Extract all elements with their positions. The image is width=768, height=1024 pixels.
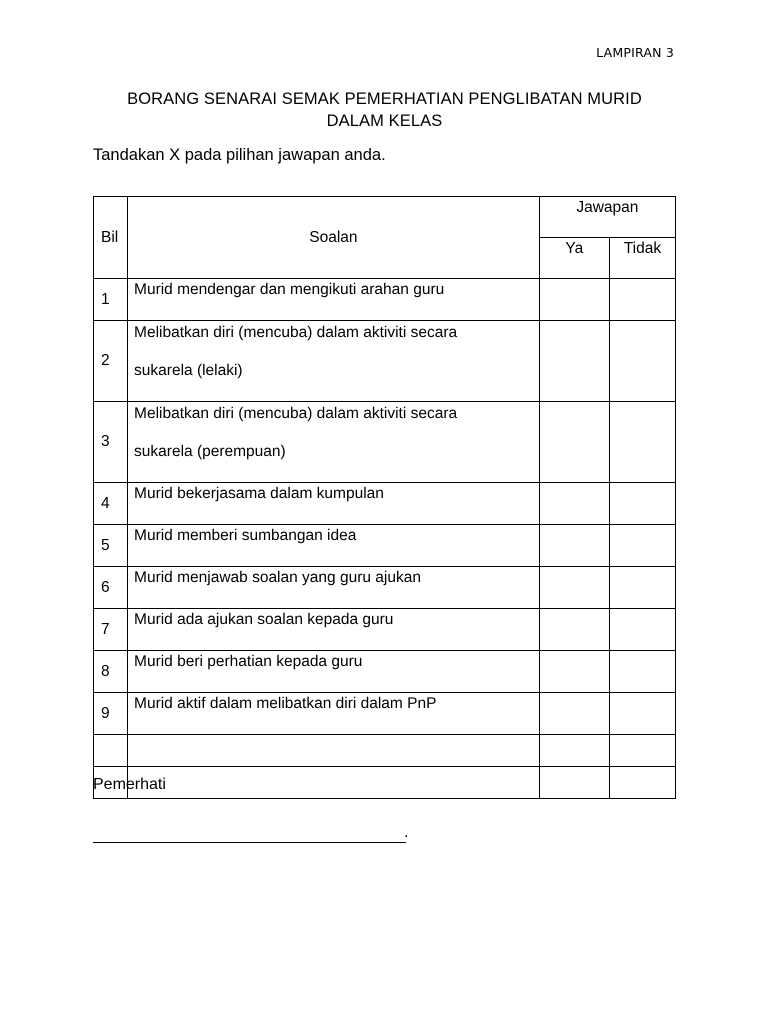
appendix-label: LAMPIRAN 3 bbox=[596, 45, 674, 60]
row-question bbox=[128, 279, 540, 321]
question-text: Murid menjawab soalan yang guru ajukan bbox=[134, 569, 421, 586]
row-number: 8 bbox=[94, 651, 128, 693]
checklist-table bbox=[93, 196, 676, 799]
header-bil: Bil bbox=[94, 197, 128, 279]
row-question bbox=[128, 609, 540, 651]
empty-table-row bbox=[94, 735, 676, 767]
answer-ya-cell[interactable] bbox=[539, 483, 609, 525]
row-question bbox=[128, 567, 540, 609]
answer-tidak-cell[interactable] bbox=[609, 567, 675, 609]
question-text-line-1: Melibatkan diri (mencuba) dalam aktiviti secara bbox=[134, 324, 458, 341]
table-row bbox=[94, 693, 676, 735]
answer-tidak-cell[interactable] bbox=[609, 402, 675, 483]
question-text-line-2: sukarela (perempuan) bbox=[134, 443, 286, 460]
answer-tidak-cell[interactable] bbox=[609, 651, 675, 693]
answer-ya-cell[interactable] bbox=[539, 402, 609, 483]
header-jawapan: Jawapan bbox=[539, 197, 675, 238]
table-row bbox=[94, 609, 676, 651]
header-soalan: Soalan bbox=[128, 197, 540, 279]
table-row bbox=[94, 567, 676, 609]
form-title bbox=[93, 88, 676, 132]
question-text: Murid beri perhatian kepada guru bbox=[134, 653, 363, 670]
question-text: Murid bekerjasama dalam kumpulan bbox=[134, 485, 384, 502]
row-number: 9 bbox=[94, 693, 128, 735]
answer-ya-cell[interactable] bbox=[539, 321, 609, 402]
header-ya: Ya bbox=[539, 238, 609, 279]
table-row bbox=[94, 279, 676, 321]
form-title-line-2: DALAM KELAS bbox=[326, 112, 443, 130]
row-question bbox=[128, 321, 540, 402]
row-number: 6 bbox=[94, 567, 128, 609]
observer-label: Pemerhati bbox=[93, 776, 166, 793]
signature-dot: . bbox=[404, 824, 409, 841]
answer-tidak-cell[interactable] bbox=[609, 693, 675, 735]
row-question bbox=[128, 693, 540, 735]
table-row bbox=[94, 525, 676, 567]
row-number: 1 bbox=[94, 279, 128, 321]
table-row bbox=[94, 651, 676, 693]
row-question bbox=[128, 525, 540, 567]
question-text-line-2: sukarela (lelaki) bbox=[134, 362, 243, 379]
instruction-text: Tandakan X pada pilihan jawapan anda. bbox=[93, 146, 386, 164]
table-row bbox=[94, 402, 676, 483]
question-text-line-1: Melibatkan diri (mencuba) dalam aktiviti secara bbox=[134, 405, 458, 422]
form-title-line-1: BORANG SENARAI SEMAK PEMERHATIAN PENGLIBATAN MURID bbox=[127, 90, 642, 108]
answer-ya-cell[interactable] bbox=[539, 279, 609, 321]
answer-tidak-cell[interactable] bbox=[609, 735, 675, 767]
row-number: 5 bbox=[94, 525, 128, 567]
row-question bbox=[128, 402, 540, 483]
row-question bbox=[128, 483, 540, 525]
row-question bbox=[128, 651, 540, 693]
question-text: Murid aktif dalam melibatkan diri dalam PnP bbox=[134, 695, 437, 712]
empty-number-cell bbox=[94, 735, 128, 767]
answer-ya-cell[interactable] bbox=[539, 735, 609, 767]
answer-tidak-cell[interactable] bbox=[609, 321, 675, 402]
row-number: 4 bbox=[94, 483, 128, 525]
answer-ya-cell[interactable] bbox=[539, 609, 609, 651]
answer-tidak-cell[interactable] bbox=[609, 483, 675, 525]
question-text: Murid ada ajukan soalan kepada guru bbox=[134, 611, 394, 628]
signature-line[interactable] bbox=[93, 842, 406, 843]
row-number: 3 bbox=[94, 402, 128, 483]
table-row bbox=[94, 483, 676, 525]
answer-ya-cell[interactable] bbox=[539, 567, 609, 609]
header-tidak: Tidak bbox=[609, 238, 675, 279]
answer-tidak-cell[interactable] bbox=[609, 279, 675, 321]
answer-ya-cell[interactable] bbox=[539, 651, 609, 693]
answer-tidak-cell[interactable] bbox=[609, 767, 675, 799]
answer-tidak-cell[interactable] bbox=[609, 525, 675, 567]
answer-ya-cell[interactable] bbox=[539, 693, 609, 735]
empty-question-cell[interactable] bbox=[128, 767, 540, 799]
question-text: Murid mendengar dan mengikuti arahan guru bbox=[134, 281, 445, 298]
empty-question-cell[interactable] bbox=[128, 735, 540, 767]
answer-ya-cell[interactable] bbox=[539, 767, 609, 799]
row-number: 7 bbox=[94, 609, 128, 651]
empty-table-row bbox=[94, 767, 676, 799]
question-text: Murid memberi sumbangan idea bbox=[134, 527, 357, 544]
table-row bbox=[94, 321, 676, 402]
answer-tidak-cell[interactable] bbox=[609, 609, 675, 651]
answer-ya-cell[interactable] bbox=[539, 525, 609, 567]
row-number: 2 bbox=[94, 321, 128, 402]
